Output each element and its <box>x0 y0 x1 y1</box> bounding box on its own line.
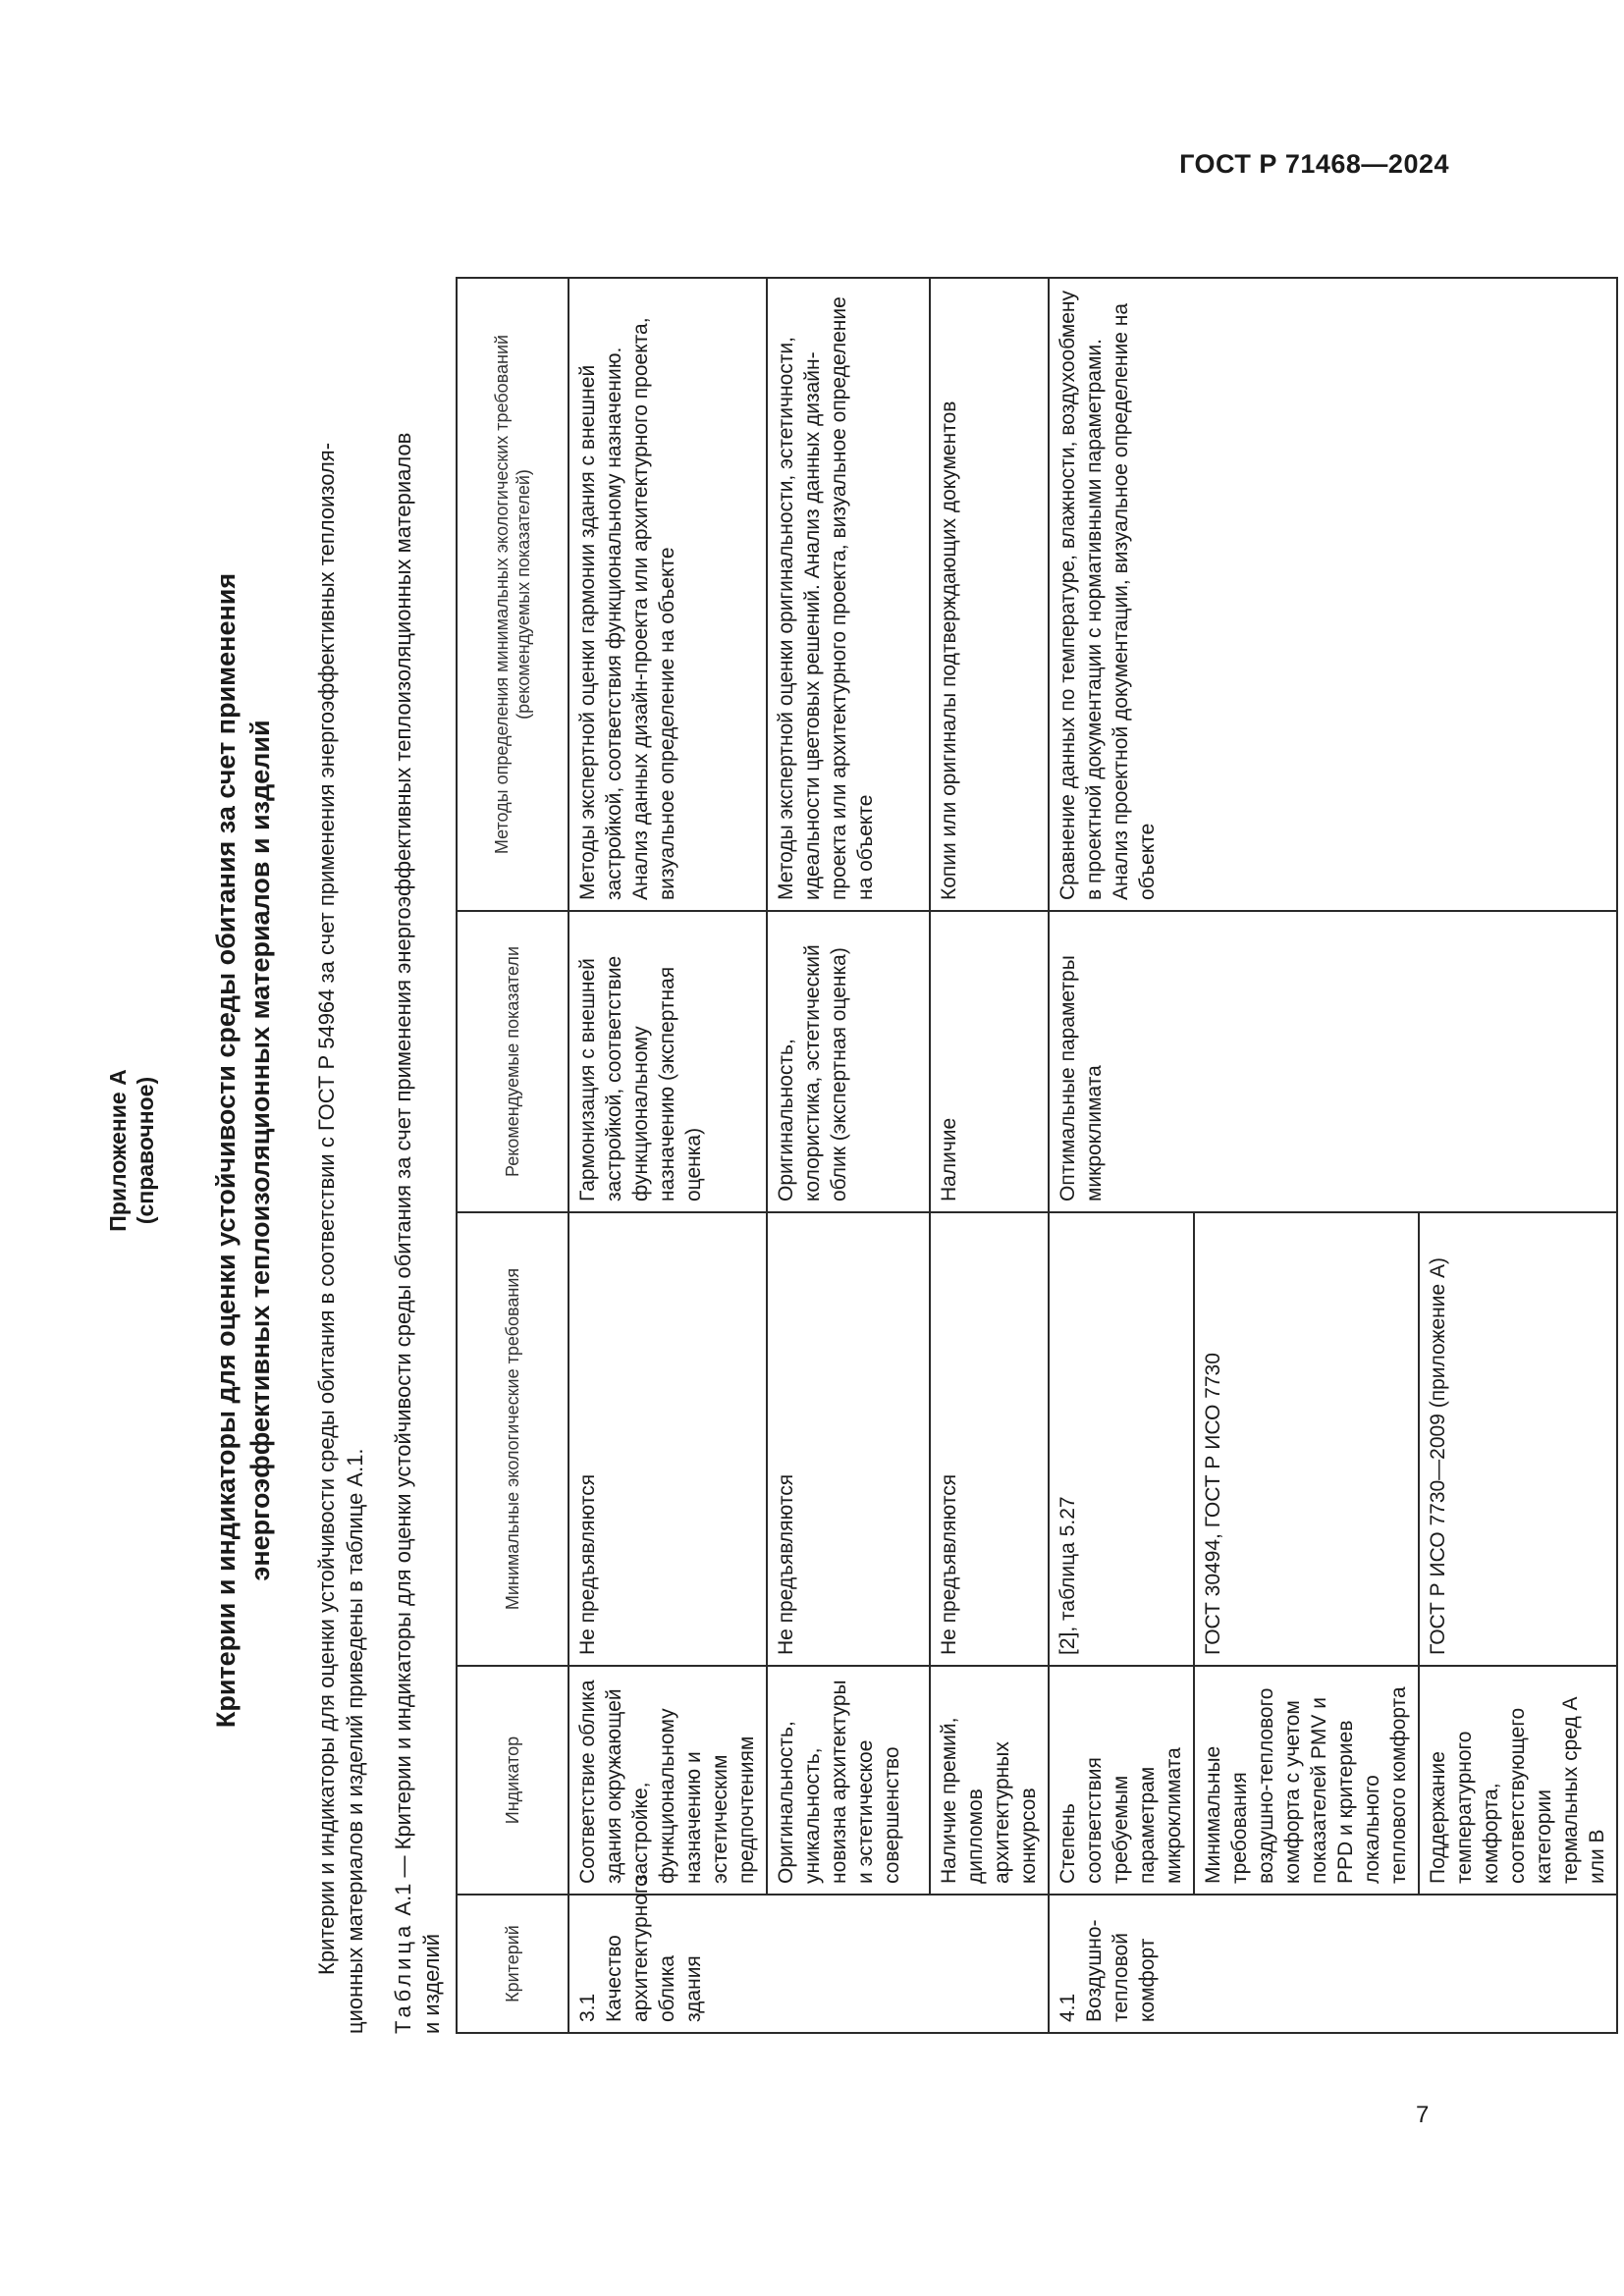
appendix-heading <box>104 267 159 2034</box>
header-recommended: Рекомендуемые показатели <box>457 911 568 1212</box>
cell-recommended: Оптимальные параметры микроклимата <box>1049 911 1617 1212</box>
cell-indicator: Оригинальность, уникальность, новизна архитектуры и эстетическое совершенство <box>767 1666 930 1895</box>
header-methods: Методы определения минимальных экологических требований (рекомендуемых показателей) <box>457 278 568 911</box>
header-criterion: Критерий <box>457 1895 568 2033</box>
table-row <box>767 278 930 2033</box>
appendix-main-title <box>209 267 278 2034</box>
main-title-line1: Критерии и индикаторы для оценки устойчивости среды обитания за счет применения <box>211 572 241 1729</box>
intro-paragraph <box>312 267 369 2034</box>
table-row <box>1049 278 1194 2033</box>
cell-indicator: Поддержание температурного комфорта, соответствующего категории термальных сред А или В <box>1419 1666 1617 1895</box>
cell-criterion: 3.1 Качество архитектурного облика здания <box>568 1895 1049 2033</box>
header-indicator: Индикатор <box>457 1666 568 1895</box>
criteria-table <box>456 277 1618 2034</box>
cell-recommended: Оригинальность, колористика, эстетический облик (экспертная оценка) <box>767 911 930 1212</box>
cell-indicator: Наличие премий, дипломов архитектурных конкурсов <box>930 1666 1049 1895</box>
cell-min-req: ГОСТ 30494, ГОСТ Р ИСО 7730 <box>1194 1212 1419 1666</box>
cell-min-req: Не предъявляются <box>767 1212 930 1666</box>
cell-indicator: Степень соответствия требуемым параметрам микроклимата <box>1049 1666 1194 1895</box>
cell-methods: Методы экспертной оценки оригинальности, эстетичности, идеальности цветовых решений. Анализ данных дизайн-проекта или архитектурного проекта, визуальное определение на объекте <box>767 278 930 911</box>
cell-indicator: Соответствие облика здания окружающей застройке, функциональному назначению и эстетическим предпочтениям <box>568 1666 767 1895</box>
intro-line1: Критерии и индикаторы для оценки устойчивости среды обитания в соответствии с ГОСТ Р 54964 за счет применения энергоэффективных теплоизоля- <box>314 442 339 1975</box>
cell-min-req: Не предъявляются <box>568 1212 767 1666</box>
table-row <box>930 278 1049 2033</box>
table-caption-text: А.1 — Критерии и индикаторы для оценки устойчивости среды обитания за счет применения энергоэффективных теплоизоляционных материалов <box>391 432 415 1922</box>
header-min-requirements: Минимальные экологические требования <box>457 1212 568 1666</box>
intro-line2: ционных материалов и изделий приведены в таблице А.1. <box>343 1448 367 2034</box>
document-code: ГОСТ Р 71468—2024 <box>1179 149 1449 179</box>
table-row <box>568 278 767 2033</box>
cell-recommended: Наличие <box>930 911 1049 1212</box>
cell-indicator: Минимальные требования воздушно-теплового комфорта с учетом показателей PMV и PPD и критериев локального теплового комфорта <box>1194 1666 1419 1895</box>
table-caption-label: Таблица <box>391 1921 415 2034</box>
cell-methods: Копии или оригиналы подтверждающих документов <box>930 278 1049 911</box>
cell-min-req: [2], таблица 5.27 <box>1049 1212 1194 1666</box>
cell-min-req: ГОСТ Р ИСО 7730—2009 (приложение А) <box>1419 1212 1617 1666</box>
page-number: 7 <box>1416 2102 1430 2128</box>
table-caption-line2: и изделий <box>419 1933 444 2034</box>
cell-recommended: Гармонизация с внешней застройкой, соответствие функциональному назначению (экспертная оценка) <box>568 911 767 1212</box>
main-title-line2: энергоэффективных теплоизоляционных материалов и изделий <box>245 720 275 1581</box>
cell-methods: Методы экспертной оценки гармонии здания с внешней застройкой, соответствия функциональному назначению. Анализ данных дизайн-проекта или архитектурного проекта, визуальное определение на объекте <box>568 278 767 911</box>
appendix-title: Приложение А <box>105 1069 131 1232</box>
table-header-row <box>457 278 568 2033</box>
appendix-type: (справочное) <box>133 1076 158 1225</box>
cell-methods: Сравнение данных по температуре, влажности, воздухообмену в проектной документации с нормативными параметрами. Анализ проектной документации, визуальное определение на объекте <box>1049 278 1617 911</box>
table-caption <box>389 267 446 2034</box>
rotated-content <box>104 267 1608 2034</box>
cell-criterion: 4.1 Воздушно-тепловой комфорт <box>1049 1895 1617 2033</box>
cell-min-req: Не предъявляются <box>930 1212 1049 1666</box>
